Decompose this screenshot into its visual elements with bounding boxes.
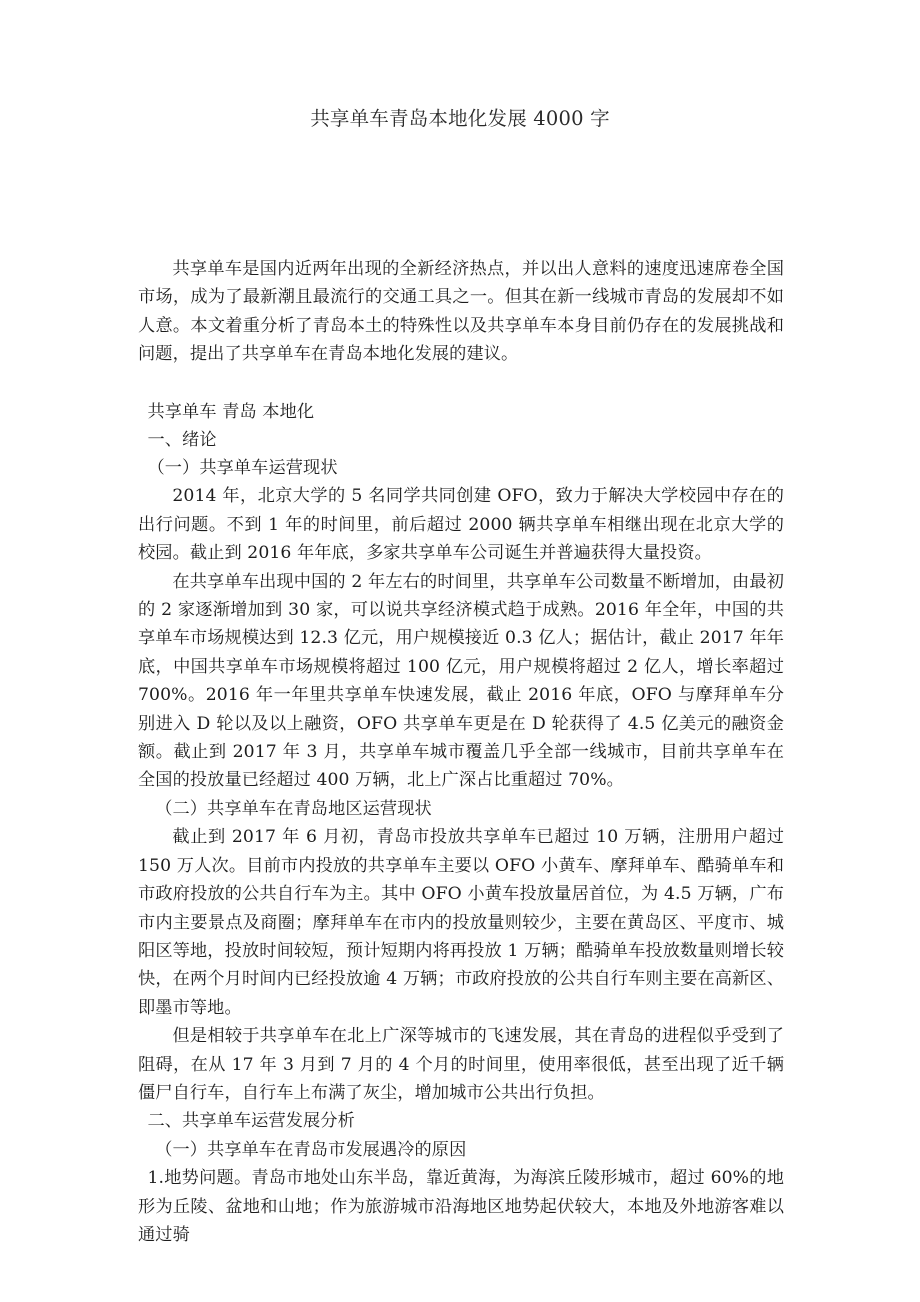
document-body [138, 454, 784, 1249]
subsection-heading-2-1: （一）共享单车在青岛市发展遇冷的原因 [155, 1139, 467, 1160]
section-heading-2: 二、共享单车运营发展分析 [147, 1111, 355, 1132]
paragraph-terrain-reason: 1.地势问题。青岛市地处山东半岛，靠近黄海，为海滨丘陵形城市，超过 60%的地形为丘陵、盆地和山地；作为旅游城市沿海地区地势起伏较大，本地及外地游客难以通过骑 [138, 1168, 784, 1245]
abstract-paragraph: 共享单车是国内近两年出现的全新经济热点，并以出人意料的速度迅速席卷全国市场，成为了最新潮且最流行的交通工具之一。但其在新一线城市青岛的发展却不如人意。本文着重分析了青岛本土的特殊性以及共享单车本身目前仍存在的发展挑战和问题，提出了共享单车在青岛本地化发展的建议。 [138, 259, 784, 365]
abstract-section [138, 255, 784, 369]
page-title: 共享单车青岛本地化发展 4000 字 [310, 107, 610, 130]
keywords-section [138, 398, 784, 455]
paragraph-market-growth: 在共享单车出现中国的 2 年左右的时间里，共享单车公司数量不断增加，由最初的 2 家逐渐增加到 30 家，可以说共享经济模式趋于成熟。2016 年全年，中国的共享单车市场规模达到 12.3 亿元，用户规模接近 0.3 亿人；据估计，截止 2017 年年底，中国共享单车市场规模将超过 100 亿元，用户规模将超过 2 亿人，增长率超过 700%。2016 年一年里共享单车快速发展，截止 2016 年底，OFO 与摩拜单车分别进入 D 轮以及以上融资，OFO 共享单车更是在 D 轮获得了 4.5 亿美元的融资金额。截止到 2017 年 3 月，共享单车城市覆盖几乎全部一线城市，目前共享单车在全国的投放量已经超过 400 万辆，北上广深占比重超过 70%。 [138, 571, 784, 791]
subsection-heading-1-2: （二）共享单车在青岛地区运营现状 [155, 798, 432, 819]
paragraph-ofo-founding: 2014 年，北京大学的 5 名同学共同创建 OFO，致力于解决大学校园中存在的出行问题。不到 1 年的时间里，前后超过 2000 辆共享单车相继出现在北京大学的校园。截止到 2016 年年底，多家共享单车公司诞生并普遍获得大量投资。 [138, 486, 784, 564]
paragraph-qingdao-obstacles: 但是相较于共享单车在北上广深等城市的飞速发展，其在青岛的进程似乎受到了阻碍，在从 17 年 3 月到 7 月的 4 个月的时间里，使用率很低，甚至出现了近千辆僵尸自行车，自行车上布满了灰尘，增加城市公共出行负担。 [138, 1026, 784, 1103]
subsection-heading-1-1: （一）共享单车运营现状 [147, 458, 338, 478]
section-heading-1: 一、绪论 [147, 430, 217, 451]
keywords-line: 共享单车 青岛 本地化 [147, 402, 315, 422]
paragraph-qingdao-status: 截止到 2017 年 6 月初，青岛市投放共享单车已超过 10 万辆，注册用户超过 150 万人次。目前市内投放的共享单车主要以 OFO 小黄车、摩拜单车、酷骑单车和市政府投放的公共自行车为主。其中 OFO 小黄车投放量居首位，为 4.5 万辆，广布市内主要景点及商圈；摩拜单车在市内的投放量则较少，主要在黄岛区、平度市、城阳区等地，投放时间较短，预计短期内将再投放 1 万辆；酷骑单车投放数量则增长较快，在两个月时间内已经投放逾 4 万辆；市政府投放的公共自行车则主要在高新区、即墨市等地。 [138, 827, 784, 1018]
